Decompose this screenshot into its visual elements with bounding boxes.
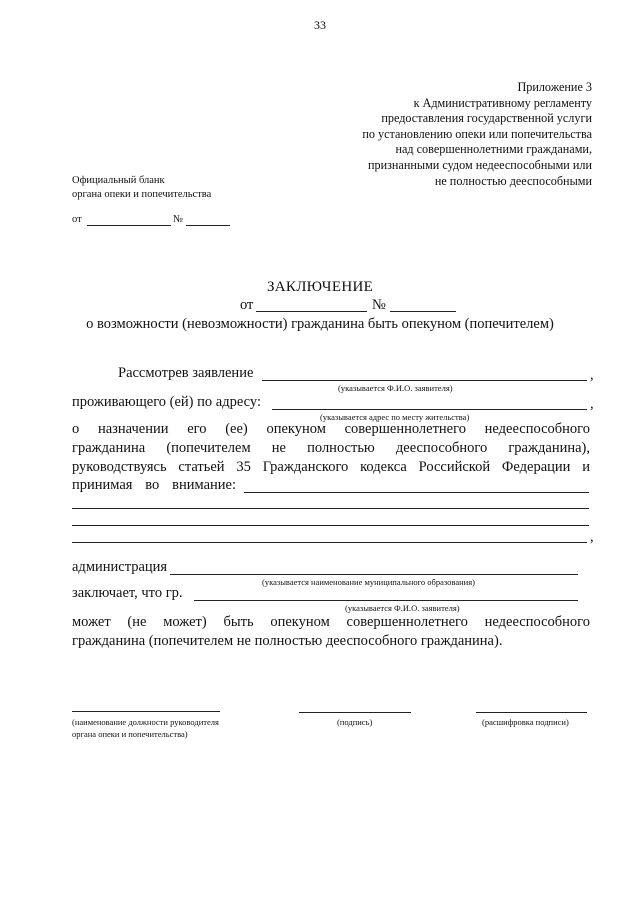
comma: , <box>590 367 594 383</box>
appendix-line: к Административному регламенту <box>413 95 592 110</box>
appendix-line: Приложение 3 <box>517 80 592 94</box>
paragraph-line: гражданина (попечителем не полностью дееспособного гражданина), <box>72 440 590 456</box>
considered-label: Рассмотрев заявление <box>118 365 254 381</box>
official-blank <box>72 174 211 202</box>
paragraph-line: принимая во внимание: <box>72 477 236 493</box>
blank-number-label: № <box>173 214 184 225</box>
position-hint-line2: органа опеки и попечительства) <box>72 729 188 739</box>
position-signature-line <box>72 711 220 712</box>
concludes-label: заключает, что гр. <box>72 585 183 601</box>
signature-line <box>299 712 411 713</box>
blank-number-line <box>186 225 230 226</box>
address-line <box>272 409 587 410</box>
appendix-line: по установлению опеки или попечительства <box>362 126 592 141</box>
administration-label: администрация <box>72 559 168 575</box>
position-hint-line1: (наименование должности руководителя <box>72 717 219 727</box>
official-blank-line1: Официальный бланк <box>72 175 165 186</box>
administration-hint: (указывается наименование муниципального образования) <box>262 577 475 587</box>
document-number-line <box>390 311 456 312</box>
document-date-line <box>256 311 367 312</box>
blank-date-line <box>87 225 171 226</box>
signature-hint: (подпись) <box>337 717 373 727</box>
decryption-hint: (расшифровка подписи) <box>482 717 569 727</box>
paragraph-line: руководствуясь статьей 35 Гражданского кодекса Российской Федерации и <box>72 459 590 475</box>
conclusion-line: гражданина (попечителем не полностью дееспособного гражданина). <box>72 633 503 649</box>
conclusion-line: может (не может) быть опекуном совершеннолетнего недееспособного <box>72 614 590 630</box>
document-date-label: от <box>240 297 254 313</box>
blank-from-label: от <box>72 214 82 225</box>
page-number: 33 <box>314 18 326 32</box>
comma: , <box>590 396 594 412</box>
citizen-hint: (указывается Ф.И.О. заявителя) <box>345 603 460 613</box>
consideration-line <box>72 542 587 543</box>
appendix-line: признанными судом недееспособными или <box>367 157 592 172</box>
administration-line <box>170 574 578 575</box>
decryption-line <box>476 712 587 713</box>
applicant-hint: (указывается Ф.И.О. заявителя) <box>338 383 453 393</box>
appendix-line: предоставления государственной услуги <box>381 111 592 126</box>
appendix-line: над совершеннолетними гражданами, <box>395 142 592 157</box>
official-blank-line2: органа опеки и попечительства <box>72 189 212 200</box>
citizen-line <box>194 600 578 601</box>
document-subtitle: о возможности (невозможности) гражданина быть опекуном (попечителем) <box>86 316 554 332</box>
consideration-line <box>244 492 589 493</box>
document-title: ЗАКЛЮЧЕНИЕ <box>266 279 374 295</box>
appendix-line: не полностью дееспособными <box>434 173 592 188</box>
applicant-line <box>262 380 587 381</box>
comma: , <box>590 529 594 545</box>
appendix-header <box>272 80 592 189</box>
address-label: проживающего (ей) по адресу: <box>72 394 261 410</box>
consideration-line <box>72 525 589 526</box>
address-hint: (указывается адрес по месту жительства) <box>320 412 470 422</box>
paragraph-line: о назначении его (ее) опекуном совершеннолетнего недееспособного <box>72 421 590 437</box>
document-number-label: № <box>372 297 386 313</box>
consideration-line <box>72 508 589 509</box>
